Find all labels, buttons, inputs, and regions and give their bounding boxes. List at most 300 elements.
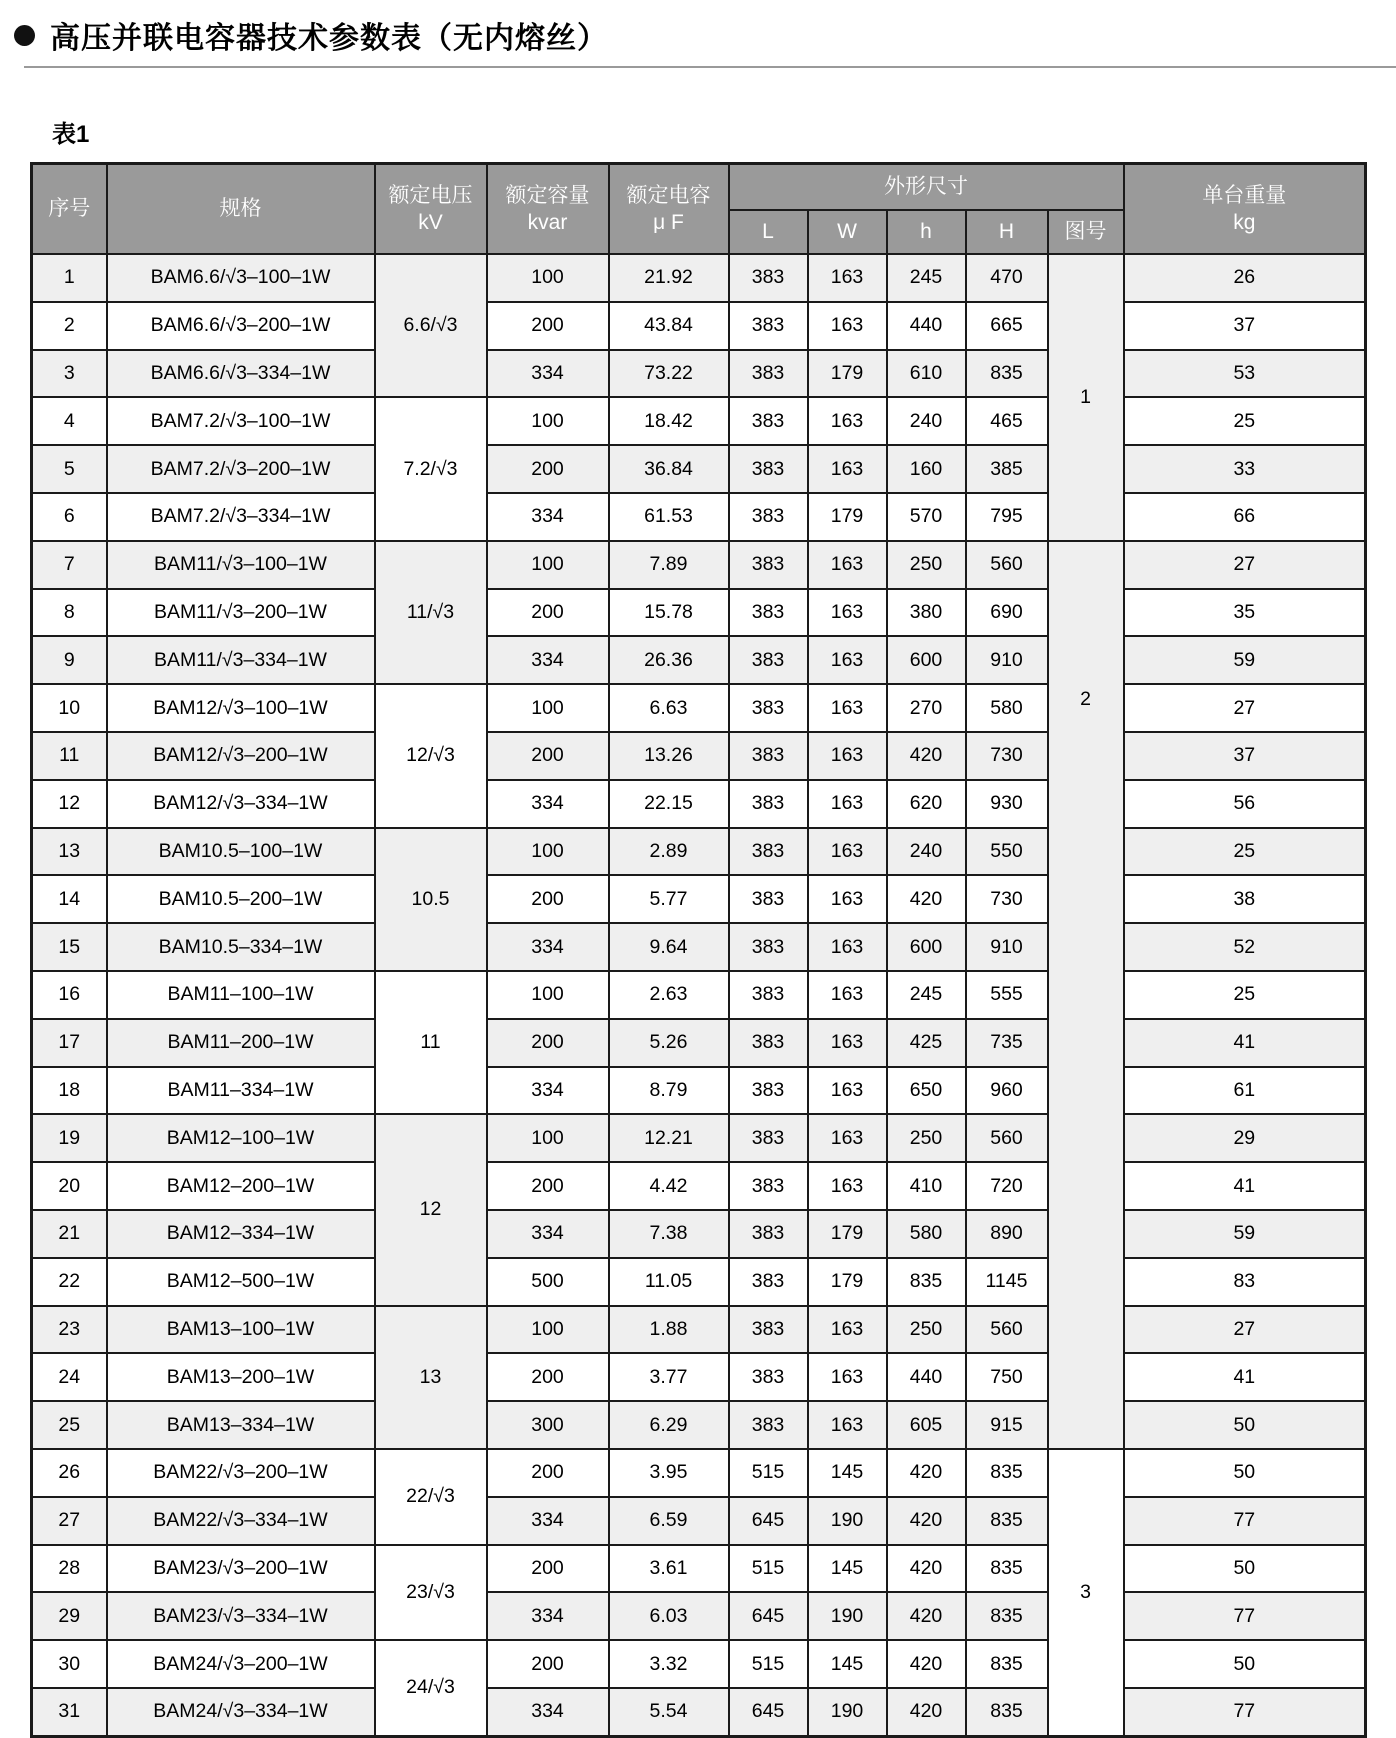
capacitance-cell: 6.59: [609, 1497, 729, 1545]
capacitance-cell: 5.54: [609, 1688, 729, 1736]
seq-cell: 14: [32, 875, 107, 923]
weight-cell: 25: [1124, 397, 1366, 445]
seq-cell: 6: [32, 493, 107, 541]
dim-H-cell: 560: [966, 541, 1048, 589]
figure-cell: 1: [1048, 254, 1124, 541]
dim-L-cell: 515: [729, 1640, 808, 1688]
dim-L-cell: 383: [729, 1162, 808, 1210]
capacitance-cell: 6.29: [609, 1401, 729, 1449]
dim-h-cell: 420: [887, 1640, 966, 1688]
dim-W-cell: 163: [808, 1353, 887, 1401]
seq-cell: 29: [32, 1592, 107, 1640]
table-row: [32, 397, 1366, 445]
seq-cell: 20: [32, 1162, 107, 1210]
capacity-cell: 200: [487, 732, 609, 780]
dim-h-cell: 600: [887, 636, 966, 684]
dim-W-cell: 163: [808, 1162, 887, 1210]
dim-W-cell: 163: [808, 636, 887, 684]
spec-cell: BAM6.6/√3–200–1W: [107, 302, 375, 350]
spec-cell: BAM24/√3–200–1W: [107, 1640, 375, 1688]
capacitance-cell: 12.21: [609, 1114, 729, 1162]
weight-cell: 50: [1124, 1449, 1366, 1497]
dim-h-cell: 580: [887, 1210, 966, 1258]
table-row: [32, 971, 1366, 1019]
voltage-cell: 24/√3: [375, 1640, 487, 1736]
table-row: [32, 1688, 1366, 1736]
weight-cell: 38: [1124, 875, 1366, 923]
col-header-weight: [1124, 164, 1366, 255]
seq-cell: 16: [32, 971, 107, 1019]
dim-H-cell: 465: [966, 397, 1048, 445]
weight-cell: 37: [1124, 732, 1366, 780]
col-header-capacitance-unit: μ F: [653, 211, 684, 234]
seq-cell: 9: [32, 636, 107, 684]
weight-cell: 66: [1124, 493, 1366, 541]
seq-cell: 5: [32, 445, 107, 493]
dim-W-cell: 179: [808, 1258, 887, 1306]
capacitance-cell: 22.15: [609, 780, 729, 828]
title-divider: [24, 66, 1396, 68]
dim-h-cell: 240: [887, 397, 966, 445]
dim-H-cell: 470: [966, 254, 1048, 302]
table-row: [32, 828, 1366, 876]
spec-cell: BAM7.2/√3–200–1W: [107, 445, 375, 493]
dim-h-cell: 250: [887, 541, 966, 589]
capacitance-cell: 15.78: [609, 589, 729, 637]
dim-H-cell: 385: [966, 445, 1048, 493]
dim-L-cell: 383: [729, 254, 808, 302]
spec-cell: BAM11–200–1W: [107, 1019, 375, 1067]
dim-L-cell: 383: [729, 1306, 808, 1354]
voltage-cell: 6.6/√3: [375, 254, 487, 397]
dim-W-cell: 163: [808, 541, 887, 589]
dim-W-cell: 163: [808, 445, 887, 493]
dim-H-cell: 1145: [966, 1258, 1048, 1306]
dim-W-cell: 163: [808, 1019, 887, 1067]
dim-W-cell: 145: [808, 1449, 887, 1497]
spec-cell: BAM23/√3–334–1W: [107, 1592, 375, 1640]
capacity-cell: 200: [487, 302, 609, 350]
capacitance-cell: 36.84: [609, 445, 729, 493]
dim-h-cell: 420: [887, 1592, 966, 1640]
spec-table-body: [32, 254, 1366, 1736]
capacity-cell: 334: [487, 493, 609, 541]
weight-cell: 53: [1124, 350, 1366, 398]
capacity-cell: 334: [487, 1497, 609, 1545]
weight-cell: 27: [1124, 541, 1366, 589]
table-row: [32, 1258, 1366, 1306]
table-row: [32, 445, 1366, 493]
table-row: [32, 302, 1366, 350]
dim-H-cell: 730: [966, 732, 1048, 780]
capacitance-cell: 6.03: [609, 1592, 729, 1640]
dim-W-cell: 163: [808, 875, 887, 923]
spec-cell: BAM11–334–1W: [107, 1067, 375, 1115]
dim-h-cell: 605: [887, 1401, 966, 1449]
dim-L-cell: 383: [729, 1401, 808, 1449]
capacitance-cell: 2.63: [609, 971, 729, 1019]
table-row: [32, 1353, 1366, 1401]
capacitance-cell: 9.64: [609, 923, 729, 971]
table-row: [32, 350, 1366, 398]
weight-cell: 41: [1124, 1019, 1366, 1067]
dim-h-cell: 380: [887, 589, 966, 637]
dim-H-cell: 550: [966, 828, 1048, 876]
seq-cell: 10: [32, 684, 107, 732]
spec-cell: BAM12/√3–100–1W: [107, 684, 375, 732]
spec-cell: BAM12–200–1W: [107, 1162, 375, 1210]
table-row: [32, 684, 1366, 732]
dim-L-cell: 383: [729, 780, 808, 828]
capacity-cell: 200: [487, 875, 609, 923]
dim-H-cell: 910: [966, 923, 1048, 971]
capacitance-cell: 1.88: [609, 1306, 729, 1354]
weight-cell: 59: [1124, 636, 1366, 684]
dim-L-cell: 383: [729, 1258, 808, 1306]
dim-W-cell: 163: [808, 732, 887, 780]
seq-cell: 4: [32, 397, 107, 445]
capacity-cell: 334: [487, 636, 609, 684]
dim-h-cell: 835: [887, 1258, 966, 1306]
table-row: [32, 1401, 1366, 1449]
table-row: [32, 1592, 1366, 1640]
dim-W-cell: 163: [808, 1401, 887, 1449]
spec-cell: BAM10.5–100–1W: [107, 828, 375, 876]
table-row: [32, 589, 1366, 637]
col-header-weight-unit: kg: [1233, 211, 1256, 234]
capacity-cell: 100: [487, 541, 609, 589]
seq-cell: 24: [32, 1353, 107, 1401]
voltage-cell: 11: [375, 971, 487, 1114]
capacity-cell: 334: [487, 780, 609, 828]
capacitance-cell: 6.63: [609, 684, 729, 732]
dim-h-cell: 610: [887, 350, 966, 398]
dim-L-cell: 645: [729, 1592, 808, 1640]
dim-W-cell: 145: [808, 1640, 887, 1688]
spec-cell: BAM13–334–1W: [107, 1401, 375, 1449]
capacitance-cell: 13.26: [609, 732, 729, 780]
capacitance-cell: 61.53: [609, 493, 729, 541]
figure-cell: 2: [1048, 541, 1124, 1449]
dim-W-cell: 145: [808, 1545, 887, 1593]
dim-h-cell: 160: [887, 445, 966, 493]
seq-cell: 2: [32, 302, 107, 350]
col-header-figure: 图号: [1048, 210, 1124, 254]
seq-cell: 7: [32, 541, 107, 589]
capacity-cell: 300: [487, 1401, 609, 1449]
dim-H-cell: 960: [966, 1067, 1048, 1115]
capacity-cell: 334: [487, 1688, 609, 1736]
dim-h-cell: 240: [887, 828, 966, 876]
weight-cell: 26: [1124, 254, 1366, 302]
voltage-cell: 11/√3: [375, 541, 487, 684]
dim-L-cell: 383: [729, 1353, 808, 1401]
dim-L-cell: 645: [729, 1688, 808, 1736]
weight-cell: 61: [1124, 1067, 1366, 1115]
capacity-cell: 200: [487, 445, 609, 493]
table-row: [32, 732, 1366, 780]
spec-cell: BAM11/√3–334–1W: [107, 636, 375, 684]
dim-H-cell: 835: [966, 1592, 1048, 1640]
seq-cell: 30: [32, 1640, 107, 1688]
weight-cell: 27: [1124, 684, 1366, 732]
dim-h-cell: 250: [887, 1114, 966, 1162]
dim-H-cell: 750: [966, 1353, 1048, 1401]
col-header-dim-h: h: [887, 210, 966, 254]
col-header-voltage: [375, 164, 487, 255]
spec-cell: BAM7.2/√3–100–1W: [107, 397, 375, 445]
dim-L-cell: 383: [729, 636, 808, 684]
dim-H-cell: 665: [966, 302, 1048, 350]
figure-cell: 3: [1048, 1449, 1124, 1736]
capacitance-cell: 2.89: [609, 828, 729, 876]
capacity-cell: 100: [487, 971, 609, 1019]
dim-L-cell: 383: [729, 445, 808, 493]
dim-H-cell: 580: [966, 684, 1048, 732]
dim-L-cell: 383: [729, 493, 808, 541]
dim-W-cell: 179: [808, 350, 887, 398]
capacitance-cell: 4.42: [609, 1162, 729, 1210]
dim-W-cell: 163: [808, 780, 887, 828]
seq-cell: 18: [32, 1067, 107, 1115]
capacitance-cell: 7.38: [609, 1210, 729, 1258]
capacity-cell: 100: [487, 397, 609, 445]
dim-L-cell: 383: [729, 971, 808, 1019]
dim-W-cell: 190: [808, 1497, 887, 1545]
weight-cell: 77: [1124, 1592, 1366, 1640]
col-header-dim-W: W: [808, 210, 887, 254]
col-header-dim-H: H: [966, 210, 1048, 254]
dim-H-cell: 835: [966, 1497, 1048, 1545]
capacity-cell: 334: [487, 1592, 609, 1640]
table-row: [32, 780, 1366, 828]
dim-W-cell: 179: [808, 1210, 887, 1258]
col-header-capacity-label: 额定容量: [505, 183, 590, 207]
capacitance-cell: 8.79: [609, 1067, 729, 1115]
table-row: [32, 1162, 1366, 1210]
capacity-cell: 334: [487, 1067, 609, 1115]
dim-L-cell: 383: [729, 1019, 808, 1067]
capacitance-cell: 5.26: [609, 1019, 729, 1067]
col-header-voltage-label: 额定电压: [388, 183, 473, 207]
capacitance-cell: 18.42: [609, 397, 729, 445]
spec-cell: BAM24/√3–334–1W: [107, 1688, 375, 1736]
capacitance-cell: 3.77: [609, 1353, 729, 1401]
dim-L-cell: 383: [729, 923, 808, 971]
spec-cell: BAM13–100–1W: [107, 1306, 375, 1354]
dim-W-cell: 163: [808, 254, 887, 302]
dim-H-cell: 915: [966, 1401, 1048, 1449]
spec-cell: BAM12–100–1W: [107, 1114, 375, 1162]
spec-cell: BAM23/√3–200–1W: [107, 1545, 375, 1593]
table-row: [32, 1497, 1366, 1545]
seq-cell: 12: [32, 780, 107, 828]
dim-h-cell: 570: [887, 493, 966, 541]
seq-cell: 21: [32, 1210, 107, 1258]
capacity-cell: 334: [487, 350, 609, 398]
dim-W-cell: 190: [808, 1592, 887, 1640]
dim-L-cell: 383: [729, 302, 808, 350]
seq-cell: 27: [32, 1497, 107, 1545]
dim-W-cell: 190: [808, 1688, 887, 1736]
dim-L-cell: 515: [729, 1545, 808, 1593]
capacity-cell: 200: [487, 1353, 609, 1401]
dim-h-cell: 245: [887, 254, 966, 302]
seq-cell: 26: [32, 1449, 107, 1497]
voltage-cell: 22/√3: [375, 1449, 487, 1545]
dim-H-cell: 930: [966, 780, 1048, 828]
capacitance-cell: 7.89: [609, 541, 729, 589]
dim-L-cell: 645: [729, 1497, 808, 1545]
seq-cell: 23: [32, 1306, 107, 1354]
weight-cell: 83: [1124, 1258, 1366, 1306]
capacitance-cell: 5.77: [609, 875, 729, 923]
dim-H-cell: 735: [966, 1019, 1048, 1067]
weight-cell: 33: [1124, 445, 1366, 493]
dim-L-cell: 383: [729, 397, 808, 445]
table-row: [32, 636, 1366, 684]
dim-H-cell: 890: [966, 1210, 1048, 1258]
dim-h-cell: 425: [887, 1019, 966, 1067]
dim-h-cell: 600: [887, 923, 966, 971]
capacity-cell: 200: [487, 1545, 609, 1593]
dim-H-cell: 690: [966, 589, 1048, 637]
voltage-cell: 13: [375, 1306, 487, 1449]
dim-H-cell: 555: [966, 971, 1048, 1019]
table-row: [32, 1545, 1366, 1593]
weight-cell: 50: [1124, 1401, 1366, 1449]
capacitance-cell: 26.36: [609, 636, 729, 684]
dim-h-cell: 420: [887, 875, 966, 923]
spec-cell: BAM12/√3–200–1W: [107, 732, 375, 780]
capacitance-cell: 11.05: [609, 1258, 729, 1306]
seq-cell: 17: [32, 1019, 107, 1067]
table-row: [32, 1067, 1366, 1115]
dim-W-cell: 163: [808, 589, 887, 637]
weight-cell: 41: [1124, 1162, 1366, 1210]
col-header-dimensions: 外形尺寸: [729, 164, 1124, 211]
dim-W-cell: 163: [808, 971, 887, 1019]
dim-W-cell: 163: [808, 828, 887, 876]
spec-cell: BAM11/√3–200–1W: [107, 589, 375, 637]
weight-cell: 29: [1124, 1114, 1366, 1162]
dim-h-cell: 440: [887, 302, 966, 350]
weight-cell: 37: [1124, 302, 1366, 350]
dim-W-cell: 163: [808, 684, 887, 732]
capacitance-cell: 3.95: [609, 1449, 729, 1497]
table-row: [32, 1210, 1366, 1258]
weight-cell: 25: [1124, 971, 1366, 1019]
dim-L-cell: 383: [729, 1114, 808, 1162]
col-header-capacitance-label: 额定电容: [626, 183, 711, 207]
dim-H-cell: 835: [966, 1640, 1048, 1688]
voltage-cell: 23/√3: [375, 1545, 487, 1641]
bullet-icon: [14, 25, 35, 46]
dim-H-cell: 560: [966, 1306, 1048, 1354]
seq-cell: 1: [32, 254, 107, 302]
spec-cell: BAM12–334–1W: [107, 1210, 375, 1258]
spec-cell: BAM22/√3–334–1W: [107, 1497, 375, 1545]
table-row: [32, 1306, 1366, 1354]
dim-L-cell: 383: [729, 684, 808, 732]
dim-W-cell: 163: [808, 397, 887, 445]
dim-H-cell: 560: [966, 1114, 1048, 1162]
voltage-cell: 12: [375, 1114, 487, 1305]
table-row: [32, 1640, 1366, 1688]
dim-W-cell: 163: [808, 1114, 887, 1162]
seq-cell: 15: [32, 923, 107, 971]
seq-cell: 22: [32, 1258, 107, 1306]
capacity-cell: 200: [487, 1449, 609, 1497]
weight-cell: 59: [1124, 1210, 1366, 1258]
page-header: [0, 0, 1396, 57]
table-row: [32, 923, 1366, 971]
dim-L-cell: 383: [729, 541, 808, 589]
table-row: [32, 254, 1366, 302]
spec-cell: BAM22/√3–200–1W: [107, 1449, 375, 1497]
spec-cell: BAM11/√3–100–1W: [107, 541, 375, 589]
capacity-cell: 200: [487, 1162, 609, 1210]
capacity-cell: 334: [487, 923, 609, 971]
weight-cell: 52: [1124, 923, 1366, 971]
seq-cell: 8: [32, 589, 107, 637]
dim-H-cell: 910: [966, 636, 1048, 684]
seq-cell: 28: [32, 1545, 107, 1593]
weight-cell: 27: [1124, 1306, 1366, 1354]
capacity-cell: 200: [487, 589, 609, 637]
dim-W-cell: 163: [808, 1067, 887, 1115]
table-row: [32, 541, 1366, 589]
capacitance-cell: 73.22: [609, 350, 729, 398]
col-header-seq: 序号: [32, 164, 107, 255]
dim-h-cell: 650: [887, 1067, 966, 1115]
spec-cell: BAM11–100–1W: [107, 971, 375, 1019]
dim-L-cell: 383: [729, 350, 808, 398]
dim-L-cell: 383: [729, 1210, 808, 1258]
dim-L-cell: 515: [729, 1449, 808, 1497]
dim-H-cell: 795: [966, 493, 1048, 541]
table-row: [32, 875, 1366, 923]
capacity-cell: 100: [487, 254, 609, 302]
dim-H-cell: 835: [966, 1688, 1048, 1736]
col-header-spec: 规格: [107, 164, 375, 255]
dim-h-cell: 420: [887, 732, 966, 780]
seq-cell: 19: [32, 1114, 107, 1162]
capacitance-cell: 43.84: [609, 302, 729, 350]
dim-h-cell: 440: [887, 1353, 966, 1401]
dim-L-cell: 383: [729, 589, 808, 637]
col-header-capacitance: [609, 164, 729, 255]
dim-W-cell: 179: [808, 493, 887, 541]
seq-cell: 31: [32, 1688, 107, 1736]
voltage-cell: 12/√3: [375, 684, 487, 827]
dim-h-cell: 420: [887, 1688, 966, 1736]
capacity-cell: 100: [487, 1306, 609, 1354]
col-header-voltage-unit: kV: [418, 211, 443, 234]
dim-W-cell: 163: [808, 302, 887, 350]
spec-cell: BAM6.6/√3–334–1W: [107, 350, 375, 398]
capacitance-cell: 3.61: [609, 1545, 729, 1593]
table-label: 表1: [52, 121, 90, 148]
spec-cell: BAM12/√3–334–1W: [107, 780, 375, 828]
capacity-cell: 100: [487, 684, 609, 732]
seq-cell: 13: [32, 828, 107, 876]
dim-W-cell: 163: [808, 923, 887, 971]
seq-cell: 25: [32, 1401, 107, 1449]
dim-h-cell: 420: [887, 1449, 966, 1497]
spec-cell: BAM10.5–200–1W: [107, 875, 375, 923]
capacitance-cell: 3.32: [609, 1640, 729, 1688]
